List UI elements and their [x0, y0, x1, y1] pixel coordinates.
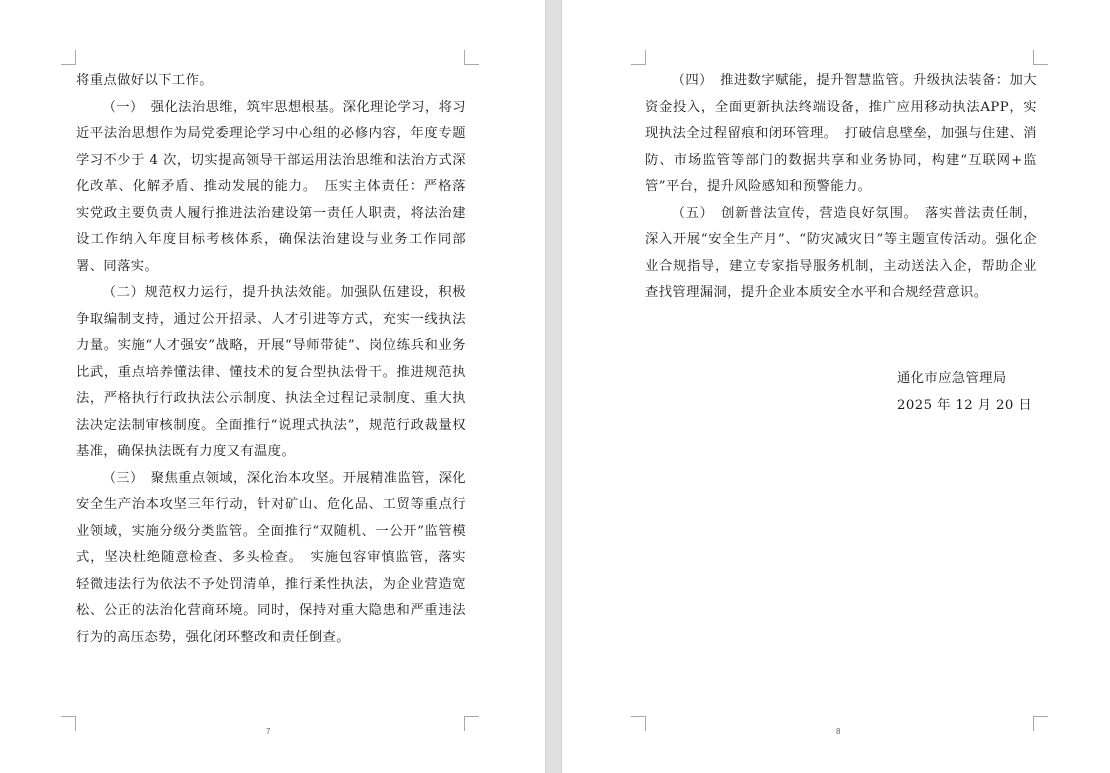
signature-block [897, 366, 1032, 419]
paragraph-section-4: （四） 推进数字赋能，提升智慧监管。升级执法装备：加大资金投入，全面更新执法终端设备，推广应用移动执法APP，实现执法全过程留痕和闭环管理。 打破信息壁垒，加强与住建、消防、市场监管等部门的数据共享和业务协同，构建“互联网+监管”平台，提升风险感知和预警能力。 [645, 73, 1037, 194]
page-gutter [545, 0, 562, 773]
crop-mark-top-left [631, 50, 646, 65]
page-number: 7 [266, 727, 271, 736]
crop-mark-bottom-left [631, 716, 646, 731]
paragraph-intro: 将重点做好以下工作。 [76, 73, 213, 88]
crop-mark-bottom-right [1033, 716, 1048, 731]
paragraph-section-1: （一） 强化法治思维，筑牢思想根基。深化理论学习，将习近平法治思想作为局党委理论学习中心组的必修内容，年度专题学习不少于 4 次，切实提高领导干部运用法治思维和法治方式深化改革、化解矛盾、推动发展的能力。 压实主体责任：严格落实党政主要负责人履行推进法治建设第一责任人职责，将法治建设工作纳入年度目标考核体系，确保法治建设与业务工作同部署、同落实。 [76, 99, 466, 274]
document-page-8 [562, 0, 1110, 773]
page-number: 8 [836, 727, 841, 736]
signature-date: 2025 年 12 月 20 日 [897, 397, 1033, 413]
document-page-7 [0, 0, 545, 773]
paragraph-section-5: （五） 创新普法宣传，营造良好氛围。 落实普法责任制，深入开展“安全生产月”、“防灾减灾日”等主题宣传活动。强化企业合规指导，建立专家指导服务机制，主动送法入企，帮助企业查找管理漏洞，提升企业本质安全水平和合规经营意识。 [645, 205, 1037, 300]
page-8-body [645, 68, 1037, 307]
crop-mark-top-right [1033, 50, 1048, 65]
crop-mark-bottom-right [464, 716, 479, 731]
crop-mark-top-left [61, 50, 76, 65]
paragraph-section-3: （三） 聚焦重点领域，深化治本攻坚。开展精准监管，深化安全生产治本攻坚三年行动，针对矿山、危化品、工贸等重点行业领域，实施分级分类监管。全面推行“双随机、一公开”监管模式，坚决杜绝随意检查、多头检查。 实施包容审慎监管，落实轻微违法行为依法不予处罚清单，推行柔性执法，为企业营造宽松、公正的法治化营商环境。同时，保持对重大隐患和严重违法行为的高压态势，强化闭环整改和责任倒查。 [76, 470, 466, 645]
signature-organization: 通化市应急管理局 [897, 371, 1007, 386]
crop-mark-bottom-left [61, 716, 76, 731]
crop-mark-top-right [464, 50, 479, 65]
paragraph-section-2: （二）规范权力运行，提升执法效能。加强队伍建设，积极争取编制支持，通过公开招录、人才引进等方式，充实一线执法力量。实施“人才强安”战略，开展“导师带徒”、岗位练兵和业务比武，重点培养懂法律、懂技术的复合型执法骨干。推进规范执法，严格执行行政执法公示制度、执法全过程记录制度、重大执法决定法制审核制度。全面推行“说理式执法”，规范行政裁量权基准，确保执法既有力度又有温度。 [76, 285, 466, 459]
page-7-body [76, 68, 466, 651]
